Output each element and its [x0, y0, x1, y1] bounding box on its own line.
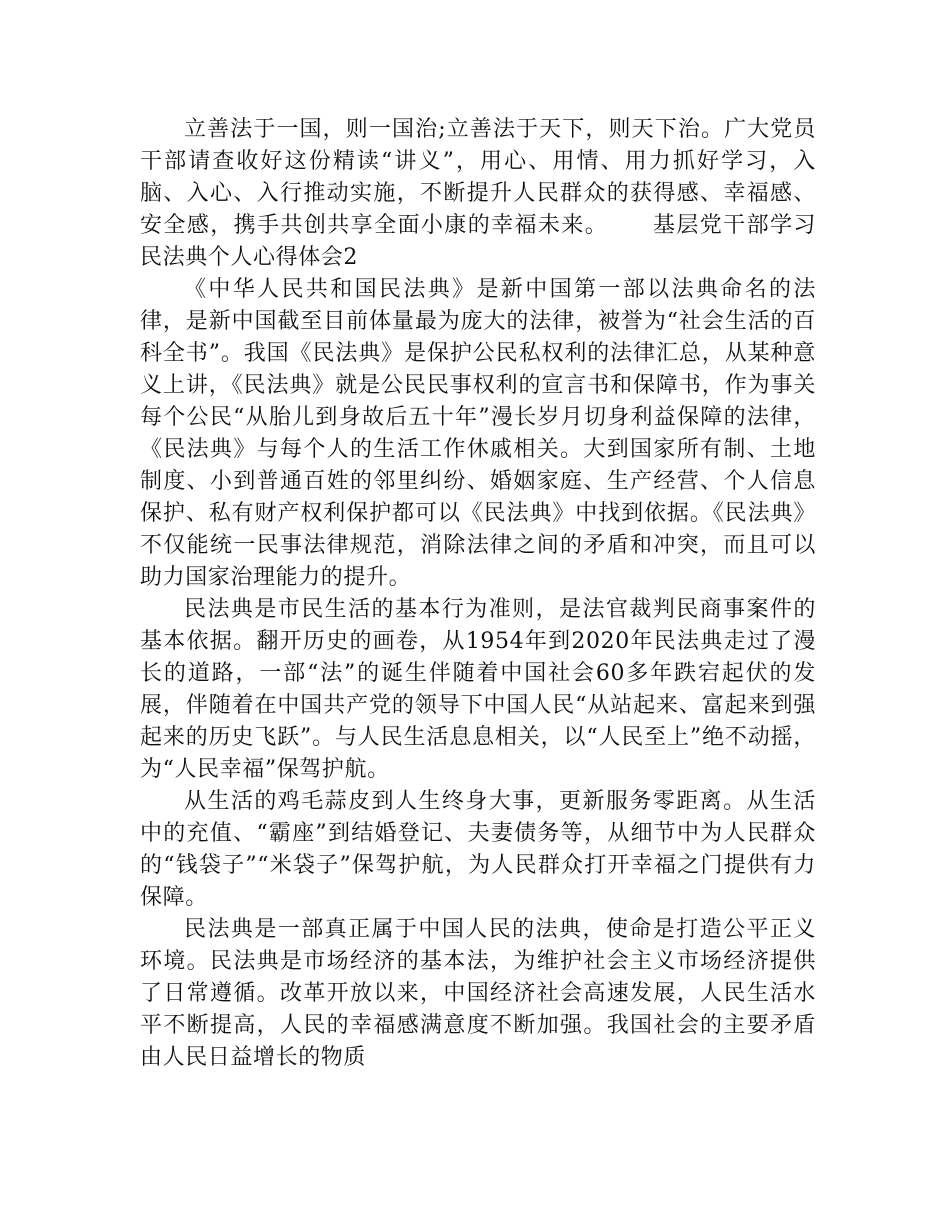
paragraph-2: 《中华人民共和国民法典》是新中国第一部以法典命名的法律，是新中国截至目前体量最为庞大的法律，被誉为“社会生活的百科全书”。我国《民法典》是保护公民私权利的法律汇总，从某种意义上讲，《民法典》就是公民民事权利的宣言书和保障书，作为事关每个公民“从胎儿到身故后五十年”漫长岁月切身利益保障的法律，《民法典》与每个人的生活工作休戚相关。大到国家所有制、土地制度、小到普通百姓的邻里纠纷、婚姻家庭、生产经营、个人信息保护、私有财产权利保护都可以《民法典》中找到依据。《民法典》不仅能统一民事法律规范，消除法律之间的矛盾和冲突，而且可以助力国家治理能力的提升。 [140, 277, 816, 590]
paragraph-1-text: 立善法于一国，则一国治;立善法于天下，则天下治。广大党员干部请查收好这份精读“讲义”，用心、用情、用力抓好学习，入脑、入心、入行推动实施，不断提升人民群众的获得感、幸福感、安全感，携手共创共享全面小康的幸福未来。 [140, 117, 816, 238]
paragraph-1 [140, 114, 816, 274]
document-body [140, 114, 816, 1074]
paragraph-4: 从生活的鸡毛蒜皮到人生终身大事，更新服务零距离。从生活中的充值、“霸座”到结婚登记、夫妻债务等，从细节中为人民群众的“钱袋子”“米袋子”保驾护航，为人民群众打开幸福之门提供有力保障。 [140, 789, 816, 910]
paragraph-5: 民法典是一部真正属于中国人民的法典，使命是打造公平正义环境。民法典是市场经济的基本法，为维护社会主义市场经济提供了日常遵循。改革开放以来，中国经济社会高速发展，人民生活水平不断提高，人民的幸福感满意度不断加强。我国社会的主要矛盾由人民日益增长的物质 [140, 917, 816, 1070]
paragraph-3: 民法典是市民生活的基本行为准则，是法官裁判民商事案件的基本依据。翻开历史的画卷，从1954年到2020年民法典走过了漫长的道路，一部“法”的诞生伴随着中国社会60多年跌宕起伏的发展，伴随着在中国共产党的领导下中国人民“从站起来、富起来到强起来的历史飞跃”。与人民生活息息相关，以“人民至上”绝不动摇，为“人民幸福”保驾护航。 [140, 597, 816, 782]
section-heading: 基层党干部学习民法典个人心得体会2 [140, 213, 816, 270]
